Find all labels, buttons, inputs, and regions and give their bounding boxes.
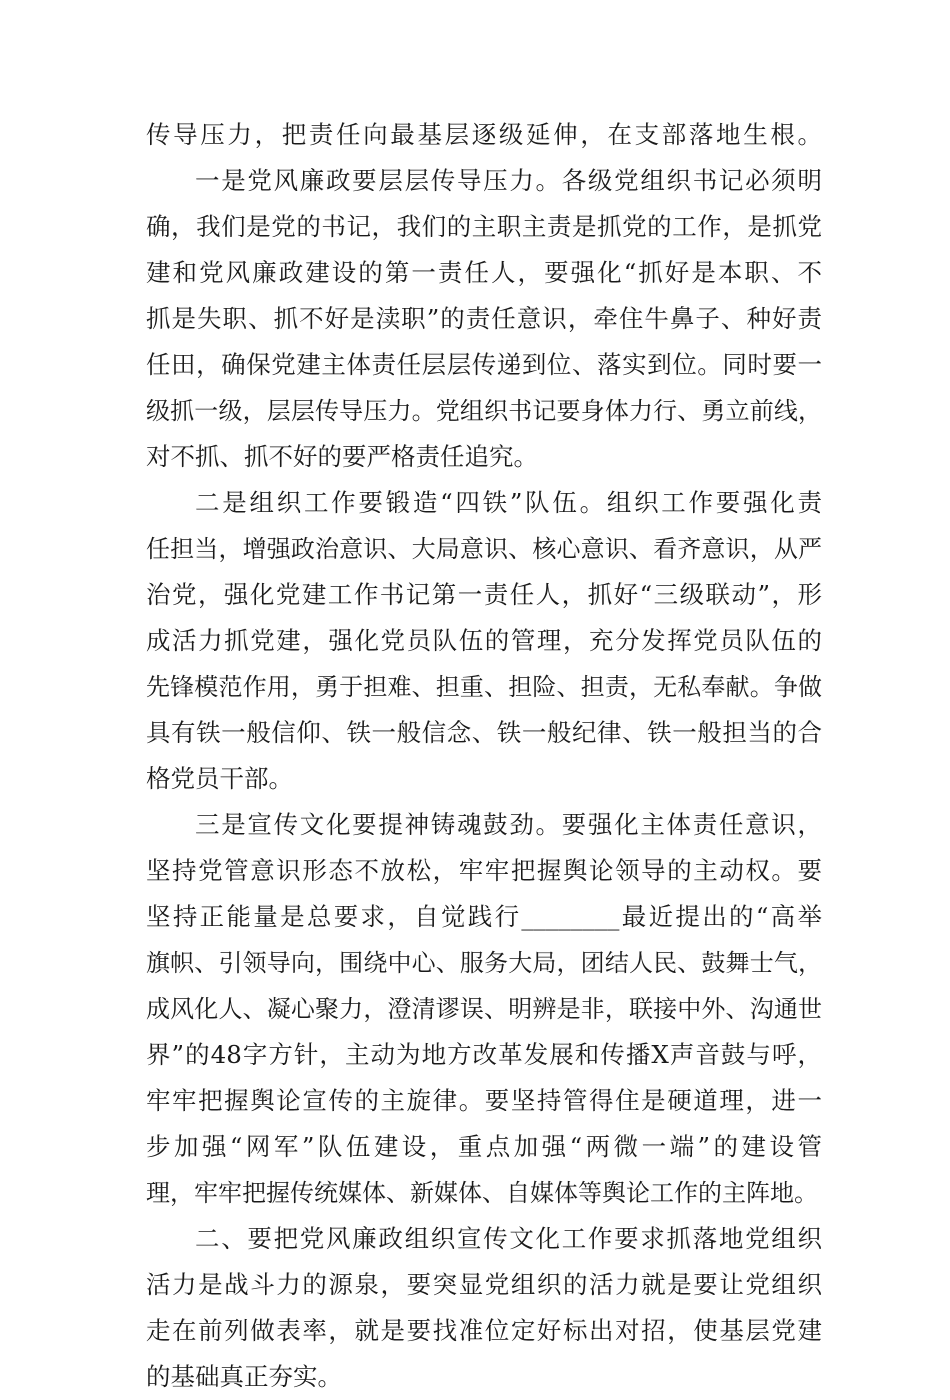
text-line: 成活力抓党建，强化党员队伍的管理，充分发挥党员队伍的 xyxy=(146,626,822,655)
text-line: 界”的48字方针，主动为地方改革发展和传播X声音鼓与呼， xyxy=(146,1040,822,1069)
paragraph-end-line: 格党员干部。 xyxy=(146,764,293,793)
text-line: 步加强“网军”队伍建设，重点加强“两微一端”的建设管 xyxy=(146,1132,822,1161)
paragraph-end-line: 理，牢牢把握传统媒体、新媒体、自媒体等舆论工作的主阵地。 xyxy=(146,1179,818,1207)
text-line: 坚持正能量是总要求，自觉践行________最近提出的“高举 xyxy=(146,902,822,931)
text-line: 任田，确保党建主体责任层层传递到位、落实到位。同时要一 xyxy=(146,350,822,379)
text-line: 任担当，增强政治意识、大局意识、核心意识、看齐意识，从严 xyxy=(146,535,822,563)
text-line: 建和党风廉政建设的第一责任人，要强化“抓好是本职、不 xyxy=(146,258,822,287)
paragraph-start-line: 一是党风廉政要层层传导压力。各级党组织书记必须明 xyxy=(195,166,822,195)
text-line: 活力是战斗力的源泉，要突显党组织的活力就是要让党组织 xyxy=(146,1270,822,1299)
text-line: 牢牢把握舆论宣传的主旋律。要坚持管得住是硬道理，进一 xyxy=(146,1086,822,1115)
text-line: 确，我们是党的书记，我们的主职主责是抓党的工作，是抓党 xyxy=(146,212,822,241)
text-line: 传导压力，把责任向最基层逐级延伸，在支部落地生根。 xyxy=(146,120,822,149)
text-line: 走在前列做表率，就是要找准位定好标出对招，使基层党建 xyxy=(146,1316,822,1345)
text-line: 成风化人、凝心聚力，澄清谬误、明辨是非，联接中外、沟通世 xyxy=(146,995,822,1023)
paragraph-end-line: 的基础真正夯实。 xyxy=(146,1362,342,1391)
text-line: 抓是失职、抓不好是渎职”的责任意识，牵住牛鼻子、种好责 xyxy=(146,304,822,333)
paragraph-end-line: 对不抓、抓不好的要严格责任追究。 xyxy=(146,442,538,471)
paragraph-start-line: 二是组织工作要锻造“四铁”队伍。组织工作要强化责 xyxy=(195,488,822,517)
text-line: 旗帜、引领导向，围绕中心、服务大局，团结人民、鼓舞士气， xyxy=(146,949,822,977)
text-line: 先锋模范作用，勇于担难、担重、担险、担责，无私奉献。争做 xyxy=(146,673,822,701)
section-heading-line: 二、要把党风廉政组织宣传文化工作要求抓落地党组织 xyxy=(195,1224,822,1253)
text-line: 治党，强化党建工作书记第一责任人，抓好“三级联动”，形 xyxy=(146,580,822,609)
text-line: 坚持党管意识形态不放松，牢牢把握舆论领导的主动权。要 xyxy=(146,856,822,885)
document-body xyxy=(146,112,822,1400)
text-line: 具有铁一般信仰、铁一般信念、铁一般纪律、铁一般担当的合 xyxy=(146,718,822,747)
text-line: 级抓一级，层层传导压力。党组织书记要身体力行、勇立前线， xyxy=(146,397,822,425)
paragraph-start-line: 三是宣传文化要提神铸魂鼓劲。要强化主体责任意识， xyxy=(195,810,822,839)
